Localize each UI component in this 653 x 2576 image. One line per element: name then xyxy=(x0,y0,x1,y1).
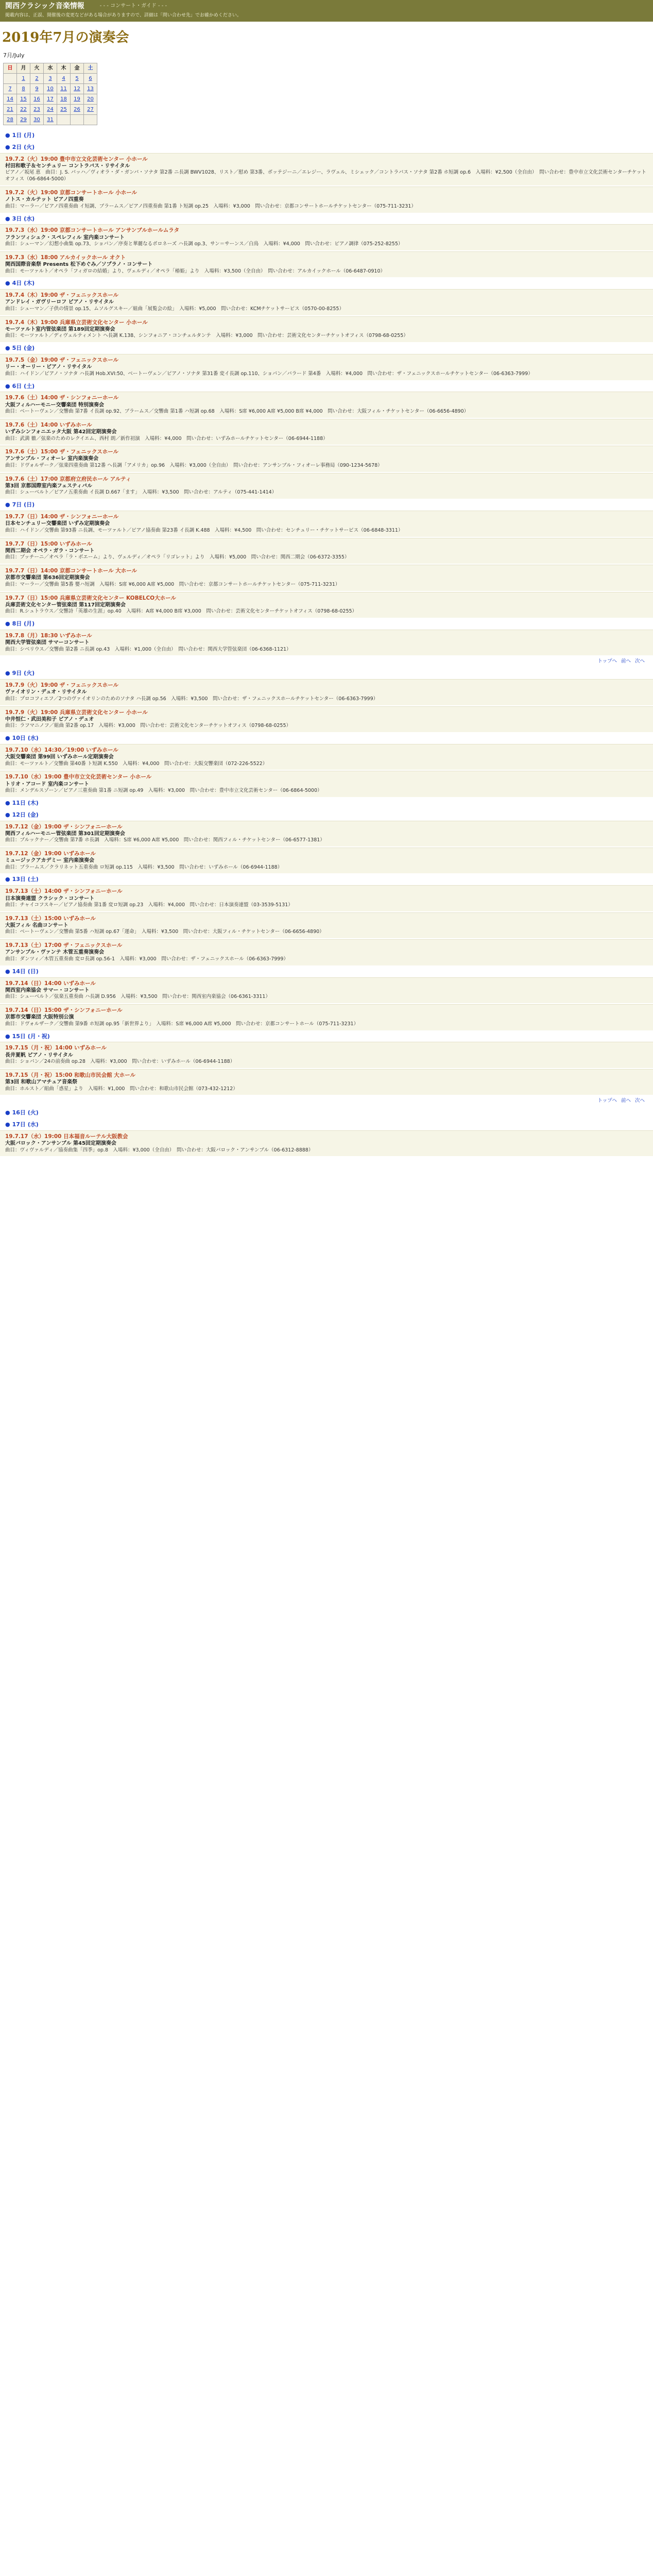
calendar-day-link[interactable]: 20 xyxy=(87,96,94,102)
bullet-icon: ● xyxy=(5,968,10,975)
event-item xyxy=(0,153,653,185)
event-details: 曲目：ヴィヴァルディ／協奏曲集「四季」op.8 入場料：¥3,000（全自由） 問い合わせ：大阪バロック・アンサンブル（06-6312-8888） xyxy=(5,1147,314,1153)
event-title: 関西国際音楽祭 Presents 松下めぐみ／ソプラノ・コンサート xyxy=(5,262,153,268)
event-details: 曲目：ラフマニノフ／組曲 第2番 op.17 入場料：¥3,000 問い合わせ：芸術文化センターチケットオフィス（0798-68-0255） xyxy=(5,723,291,729)
calendar-day[interactable] xyxy=(44,115,57,125)
day-label: 2日 (火) xyxy=(12,143,35,150)
calendar-day[interactable] xyxy=(57,74,71,84)
calendar-day-link[interactable]: 31 xyxy=(47,116,54,123)
calendar-day-link[interactable]: 4 xyxy=(62,75,65,81)
calendar-day-link[interactable]: 26 xyxy=(74,106,80,112)
day-label: 14日 (日) xyxy=(12,968,39,975)
event-details: 曲目：ホルスト／組曲「惑星」より 入場料：¥1,000 問い合わせ：和歌山市民会館（073-432-1212） xyxy=(5,1086,238,1092)
calendar-day-link[interactable]: 13 xyxy=(87,86,94,92)
calendar-weekday: 日 xyxy=(4,63,17,74)
event-title: 大阪バロック・アンサンブル 第45回定期演奏会 xyxy=(5,1141,116,1147)
calendar-day-link[interactable]: 11 xyxy=(60,86,67,92)
day-label: 10日 (水) xyxy=(12,735,39,742)
event-title: 兵庫芸術文化センター管弦楽団 第117回定期演奏会 xyxy=(5,602,126,608)
event-date-venue: 19.7.9（火）19:00 兵庫県立芸術文化センター 小ホール xyxy=(5,709,148,716)
day-heading xyxy=(0,1031,653,1042)
event-title: 関西室内楽協会 サマー・コンサート xyxy=(5,987,90,993)
event-details: 曲目：シューマン／幻想小曲集 op.73、ショパン／序奏と華麗なるポロネーズ ハ長調 op.3、サン＝サーンス／白鳥 入場料：¥4,000 問い合わせ：ピアノ調律（075-252-8255） xyxy=(5,241,403,247)
calendar-day[interactable] xyxy=(57,84,71,94)
day-heading xyxy=(0,142,653,153)
event-date-venue: 19.7.14（日）14:00 いずみホール xyxy=(5,980,96,987)
calendar-day-link[interactable]: 24 xyxy=(47,106,54,112)
site-name[interactable]: 関西クラシック音楽情報 xyxy=(5,2,84,10)
bullet-icon: ● xyxy=(5,620,10,628)
event-title: 村田和歌子＆センチュリー コントラバス・リサイタル xyxy=(5,163,130,169)
event-list xyxy=(0,130,653,1156)
calendar-day xyxy=(4,74,17,84)
event-title: 大阪交響楽団 第99回 いずみホール定期演奏会 xyxy=(5,754,114,760)
calendar-day[interactable] xyxy=(44,94,57,105)
day-heading xyxy=(0,798,653,809)
calendar-day[interactable] xyxy=(71,84,84,94)
calendar-day[interactable] xyxy=(17,94,30,105)
calendar-day-link[interactable]: 22 xyxy=(20,106,27,112)
calendar-day[interactable] xyxy=(84,105,97,115)
event-item xyxy=(0,354,653,380)
event-title: 日本センチュリー交響楽団 いずみ定期演奏会 xyxy=(5,521,110,527)
event-details: 曲目：ハイドン／交響曲 第93番 ニ長調、モーツァルト／ピアノ協奏曲 第23番 イ長調 K.488 入場料：¥4,500 問い合わせ：センチュリー・チケットサービス（06-6848-3311） xyxy=(5,527,403,533)
day-label: 8日 (月) xyxy=(12,620,35,628)
calendar-day[interactable] xyxy=(17,84,30,94)
day-label: 4日 (木) xyxy=(12,280,35,287)
event-date-venue: 19.7.7（日）15:00 兵庫県立芸術文化センター KOBELCO大ホール xyxy=(5,595,176,601)
event-details: ピアノ／坂尾 恵 曲目：J. S. バッハ／ヴィオラ・ダ・ガンバ・ソナタ 第2番 ニ長調 BWV1028、リスト／慰め 第3番、ボッテジーニ／エレジー、ラヴェル、ミシェック／コントラバス・ソナタ 第2番 ホ短調 op.6 入場料：¥2,500（全自由） 問い合わせ：豊中市立文化芸術センターチケットオフィス（06-6864-5000） xyxy=(5,170,646,182)
event-date-venue: 19.7.15（月・祝）14:00 いずみホール xyxy=(5,1045,107,1052)
event-details: 曲目：ダンツィ／木管五重奏曲 変ロ長調 op.56-1 入場料：¥3,000 問い合わせ：ザ・フェニックスホール（06-6363-7999） xyxy=(5,956,288,962)
day-heading xyxy=(0,214,653,225)
day-heading xyxy=(0,874,653,885)
event-details: 曲目：R.シュトラウス／交響詩「英雄の生涯」op.40 入場料：A席 ¥4,000 B席 ¥3,000 問い合わせ：芸術文化センターチケットオフィス（0798-68-0255） xyxy=(5,608,357,615)
event-item xyxy=(0,419,653,445)
event-date-venue: 19.7.10（水）19:00 豊中市立文化芸術センター 小ホール xyxy=(5,774,152,781)
event-date-venue: 19.7.3（水）18:00 アルカイックホール オクト xyxy=(5,254,126,261)
day-heading xyxy=(0,733,653,744)
calendar-day-link[interactable]: 7 xyxy=(8,86,12,92)
event-date-venue: 19.7.17（水）19:00 日本福音ルーテル大阪教会 xyxy=(5,1133,128,1140)
bullet-icon: ● xyxy=(5,1109,10,1116)
event-date-venue: 19.7.4（木）19:00 ザ・フェニックスホール xyxy=(5,292,119,299)
calendar-day-link[interactable]: 23 xyxy=(33,106,40,112)
event-title: ノトス・カルテット ピアノ四重奏 xyxy=(5,197,84,203)
event-item xyxy=(0,289,653,315)
event-item xyxy=(0,977,653,1003)
calendar-day-link[interactable]: 3 xyxy=(48,75,52,81)
day-heading xyxy=(0,343,653,354)
event-item xyxy=(0,446,653,471)
bullet-icon: ● xyxy=(5,735,10,742)
site-tagline: - - - コンサート・ガイド - - - xyxy=(99,3,167,9)
calendar-day[interactable] xyxy=(30,105,44,115)
event-title: 第3回 京都国際室内楽フェスティバル xyxy=(5,483,92,489)
calendar xyxy=(3,63,97,125)
event-item xyxy=(0,885,653,911)
calendar-weekday: 火 xyxy=(30,63,44,74)
calendar-day[interactable] xyxy=(71,74,84,84)
day-heading xyxy=(0,668,653,679)
event-title: フランツィシュク・スペレフィル 室内楽コンサート xyxy=(5,234,125,241)
calendar-day[interactable] xyxy=(84,84,97,94)
bullet-icon: ● xyxy=(5,280,10,287)
day-label: 5日 (金) xyxy=(12,345,35,352)
event-title: アンドレイ・ガヴリーロフ ピアノ・リサイタル xyxy=(5,299,114,306)
event-item xyxy=(0,848,653,873)
event-date-venue: 19.7.6（土）17:00 京都府立府民ホール アルティ xyxy=(5,476,131,482)
event-date-venue: 19.7.3（水）19:00 京都コンサートホール アンサンブルホールムラタ xyxy=(5,227,180,234)
calendar-day-link[interactable]: 29 xyxy=(20,116,27,123)
pager-next-link[interactable]: 次へ xyxy=(634,1098,645,1104)
day-heading xyxy=(0,967,653,977)
event-item xyxy=(0,706,653,732)
calendar-day-link[interactable]: 5 xyxy=(75,75,79,81)
pager-top-link[interactable]: トップへ xyxy=(597,658,617,665)
day-label: 16日 (火) xyxy=(12,1109,39,1116)
calendar-day[interactable] xyxy=(4,105,17,115)
event-details: 曲目：武満 徹／弦楽のためのレクイエム、西村 朗／新作初演 入場料：¥4,000 問い合わせ：いずみホールチケットセンター（06-6944-1188） xyxy=(5,435,328,442)
event-item xyxy=(0,1069,653,1095)
calendar-day-link[interactable]: 28 xyxy=(7,116,13,123)
event-item xyxy=(0,392,653,417)
event-item xyxy=(0,511,653,536)
calendar-day[interactable] xyxy=(44,105,57,115)
event-date-venue: 19.7.6（土）14:00 いずみホール xyxy=(5,421,92,428)
event-details: 曲目：モーツァルト／オペラ「フィガロの結婚」より、ヴェルディ／オペラ「椿姫」より 入場料：¥3,500（全自由） 問い合わせ：アルカイックホール（06-6487-0910） xyxy=(5,268,385,274)
calendar-day[interactable] xyxy=(17,105,30,115)
event-title: アンサンブル・ヴァンテ 木管五重奏演奏会 xyxy=(5,950,105,956)
pager-next-link[interactable]: 次へ xyxy=(634,658,645,665)
event-title: トリオ・アコード 室内楽コンサート xyxy=(5,781,89,787)
event-date-venue: 19.7.14（日）15:00 ザ・シンフォニーホール xyxy=(5,1007,123,1014)
event-title: ヴァイオリン・デュオ・リサイタル xyxy=(5,689,87,696)
event-title: 京都市交響楽団 第636回定期演奏会 xyxy=(5,575,90,581)
calendar-day-link[interactable]: 9 xyxy=(35,86,39,92)
event-item xyxy=(0,630,653,655)
event-title: 日本演奏連盟 クラシック・コンサート xyxy=(5,895,95,902)
day-label: 7日 (日) xyxy=(12,501,35,509)
calendar-week xyxy=(4,105,97,115)
bullet-icon: ● xyxy=(5,670,10,677)
day-label: 3日 (水) xyxy=(12,215,35,222)
event-details: 曲目：シューベルト／弦楽五重奏曲 ハ長調 D.956 入場料：¥3,500 問い合わせ：関西室内楽協会（06-6361-3311） xyxy=(5,994,270,1000)
calendar-weekday: 水 xyxy=(44,63,57,74)
calendar-week xyxy=(4,84,97,94)
event-item xyxy=(0,679,653,705)
event-title: アンサンブル・フィオーレ 室内楽演奏会 xyxy=(5,456,99,462)
day-label: 1日 (月) xyxy=(12,132,35,139)
event-title: 関西大学管弦楽団 サマーコンサート xyxy=(5,640,90,646)
calendar-day-link[interactable]: 14 xyxy=(7,96,13,102)
event-item xyxy=(0,912,653,938)
calendar-weekday: 木 xyxy=(57,63,71,74)
event-date-venue: 19.7.12（金）19:00 いずみホール xyxy=(5,851,96,857)
day-heading xyxy=(0,1108,653,1118)
calendar-day[interactable] xyxy=(30,115,44,125)
bullet-icon: ● xyxy=(5,132,10,139)
event-title: モーツァルト室内管弦楽団 第189回定期演奏会 xyxy=(5,326,115,332)
calendar-day-link[interactable]: 27 xyxy=(87,106,94,112)
event-details: 曲目：メンデルスゾーン／ピアノ三重奏曲 第1番 ニ短調 op.49 入場料：¥3,000 問い合わせ：豊中市立文化芸術センター（06-6864-5000） xyxy=(5,788,322,794)
event-title: 関西フィルハーモニー管弦楽団 第301回定期演奏会 xyxy=(5,831,125,837)
event-details: 曲目：ブルックナー／交響曲 第7番 ホ長調 入場料：S席 ¥6,000 A席 ¥5,000 問い合わせ：関西フィル・チケットセンター（06-6577-1381） xyxy=(5,837,325,843)
bullet-icon: ● xyxy=(5,1121,10,1128)
calendar-day-link[interactable]: 1 xyxy=(22,75,25,81)
event-date-venue: 19.7.13（土）17:00 ザ・フェニックスホール xyxy=(5,942,123,949)
event-details: 曲目：ベートーヴェン／交響曲 第7番 イ長調 op.92、ブラームス／交響曲 第1番 ハ短調 op.68 入場料：S席 ¥6,000 A席 ¥5,000 B席 ¥4,000 問い合わせ：大阪フィル・チケットセンター（06-6656-4890） xyxy=(5,409,469,415)
bullet-icon: ● xyxy=(5,143,10,150)
calendar-weekday: 金 xyxy=(71,63,84,74)
calendar-day[interactable] xyxy=(57,105,71,115)
pager xyxy=(0,656,653,667)
calendar-day-link[interactable]: 12 xyxy=(74,86,80,92)
bullet-icon: ● xyxy=(5,501,10,509)
day-label: 11日 (木) xyxy=(12,799,39,806)
calendar-day-link[interactable]: 18 xyxy=(60,96,67,102)
event-date-venue: 19.7.2（火）19:00 豊中市立文化芸術センター 小ホール xyxy=(5,156,148,162)
event-item xyxy=(0,473,653,499)
site-header xyxy=(0,0,653,12)
page-title: 2019年7月の演奏会 xyxy=(2,30,129,46)
event-date-venue: 19.7.7（日）14:00 ザ・シンフォニーホール xyxy=(5,514,119,520)
calendar-day[interactable] xyxy=(30,94,44,105)
event-date-venue: 19.7.7（日）15:00 いずみホール xyxy=(5,540,92,547)
day-label: 12日 (金) xyxy=(12,811,39,818)
event-item xyxy=(0,1130,653,1156)
event-details: 曲目：ブラームス／クラリネット五重奏曲 ロ短調 op.115 入場料：¥3,500 問い合わせ：いずみホール（06-6944-1188） xyxy=(5,864,283,870)
calendar-day-link[interactable]: 2 xyxy=(35,75,39,81)
calendar-day-link[interactable]: 10 xyxy=(47,86,54,92)
calendar-day-link[interactable]: 25 xyxy=(60,106,67,112)
calendar-day[interactable] xyxy=(84,94,97,105)
pager-prev-link[interactable]: 前へ xyxy=(621,1098,631,1104)
event-item xyxy=(0,939,653,965)
calendar-day[interactable] xyxy=(84,74,97,84)
event-title: リー・オーリー・ピアノ・リサイタル xyxy=(5,364,92,370)
event-date-venue: 19.7.6（土）14:00 ザ・シンフォニーホール xyxy=(5,395,119,401)
event-date-venue: 19.7.12（金）19:00 ザ・シンフォニーホール xyxy=(5,823,123,830)
day-label: 17日 (水) xyxy=(12,1121,39,1128)
day-label: 6日 (土) xyxy=(12,382,35,389)
event-details: 曲目：ドヴォルザーク／交響曲 第9番 ホ短調 op.95「新世界より」 入場料：S席 ¥6,000 A席 ¥5,000 問い合わせ：京都コンサートホール（075-711-3231） xyxy=(5,1021,359,1027)
event-item xyxy=(0,565,653,590)
bullet-icon: ● xyxy=(5,382,10,389)
event-title: 関西二期会 オペラ・ガラ・コンサート xyxy=(5,548,95,554)
event-date-venue: 19.7.6（土）15:00 ザ・フェニックスホール xyxy=(5,449,119,455)
event-title: 第3回 和歌山アマチュア音楽祭 xyxy=(5,1079,78,1086)
event-details: 曲目：プロコフィエフ／2つのヴァイオリンのためのソナタ ハ長調 op.56 入場料：¥3,500 問い合わせ：ザ・フェニックスホールチケットセンター（06-6363-7999） xyxy=(5,696,379,702)
event-details: 曲目：プッチーニ／オペラ「ラ・ボエーム」より、ヴェルディ／オペラ「リゴレット」より 入場料：¥5,000 問い合わせ：関西二期会（06-6372-3355） xyxy=(5,554,350,561)
event-item xyxy=(0,538,653,564)
bullet-icon: ● xyxy=(5,345,10,352)
calendar-day-link[interactable]: 6 xyxy=(89,75,92,81)
event-item xyxy=(0,251,653,277)
event-date-venue: 19.7.5（金）19:00 ザ・フェニックスホール xyxy=(5,357,119,364)
calendar-day-link[interactable]: 19 xyxy=(74,96,80,102)
calendar-day-link[interactable]: 15 xyxy=(20,96,27,102)
event-date-venue: 19.7.13（土）15:00 いずみホール xyxy=(5,915,96,922)
calendar-day[interactable] xyxy=(44,84,57,94)
calendar-day-link[interactable]: 17 xyxy=(47,96,54,102)
event-title: いずみシンフォニエッタ大阪 第42回定期演奏会 xyxy=(5,429,117,435)
event-title: 中井恒仁・武田美和子 ピアノ・デュオ xyxy=(5,716,94,722)
bullet-icon: ● xyxy=(5,1032,10,1040)
calendar-day xyxy=(57,115,71,125)
calendar-day-link[interactable]: 8 xyxy=(22,86,25,92)
event-title: 大阪フィル 名曲コンサート xyxy=(5,922,68,928)
bullet-icon: ● xyxy=(5,811,10,818)
day-heading xyxy=(0,619,653,630)
calendar-day[interactable] xyxy=(17,74,30,84)
calendar-day[interactable] xyxy=(4,115,17,125)
event-date-venue: 19.7.15（月・祝）15:00 和歌山市民会館 大ホール xyxy=(5,1072,136,1078)
event-title: 京都市交響楽団 大阪特別公演 xyxy=(5,1014,74,1021)
bullet-icon: ● xyxy=(5,799,10,806)
bullet-icon: ● xyxy=(5,876,10,883)
event-item xyxy=(0,1042,653,1067)
event-date-venue: 19.7.13（土）14:00 ザ・シンフォニーホール xyxy=(5,888,123,895)
calendar-day[interactable] xyxy=(4,94,17,105)
event-item xyxy=(0,821,653,846)
event-details: 曲目：マーラー／ピアノ四重奏曲 イ短調、ブラームス／ピアノ四重奏曲 第1番 ト短調 op.25 入場料：¥3,000 問い合わせ：京都コンサートホールチケットセンター（075-711-3231） xyxy=(5,203,416,209)
day-label: 13日 (土) xyxy=(12,876,39,883)
calendar-day[interactable] xyxy=(30,84,44,94)
event-details: 曲目：ショパン／24の前奏曲 op.28 入場料：¥3,000 問い合わせ：いずみホール（06-6944-1188） xyxy=(5,1059,235,1065)
day-heading xyxy=(0,1120,653,1130)
day-heading xyxy=(0,130,653,141)
calendar-day[interactable] xyxy=(30,74,44,84)
day-heading xyxy=(0,278,653,289)
day-heading xyxy=(0,810,653,821)
event-item xyxy=(0,187,653,212)
calendar-day xyxy=(84,115,97,125)
event-details: 曲目：マーラー／交響曲 第5番 嬰ハ短調 入場料：S席 ¥6,000 A席 ¥5,000 問い合わせ：京都コンサートホールチケットセンター（075-711-3231） xyxy=(5,581,340,587)
event-date-venue: 19.7.9（火）19:00 ザ・フェニックスホール xyxy=(5,682,119,689)
site-intro: 掲載内容は、正誤、開催後の変更などがある場合がありますので、詳細は「問い合わせ先」でお確かめください。 xyxy=(0,12,653,22)
pager-top-link[interactable]: トップへ xyxy=(597,1098,617,1104)
calendar-weekday: 土 xyxy=(84,63,97,74)
calendar-week xyxy=(4,94,97,105)
event-item xyxy=(0,592,653,618)
event-details: 曲目：シベリウス／交響曲 第2番 ニ長調 op.43 入場料：¥1,000（全自由） 問い合わせ：関西大学管弦楽団（06-6368-1121） xyxy=(5,646,291,652)
calendar-day[interactable] xyxy=(44,74,57,84)
day-heading xyxy=(0,500,653,511)
event-details: 曲目：チャイコフスキー／ピアノ協奏曲 第1番 変ロ短調 op.23 入場料：¥4,000 問い合わせ：日本演奏連盟（03-3539-5131） xyxy=(5,902,293,908)
event-details: 曲目：モーツァルト／ディヴェルティメント ヘ長調 K.138、シンフォニア・コンチェルタンテ 入場料：¥3,000 問い合わせ：芸術文化センターチケットオフィス（0798-68-0255） xyxy=(5,333,408,339)
calendar-day[interactable] xyxy=(17,115,30,125)
calendar-day-link[interactable]: 30 xyxy=(33,116,40,123)
calendar-day xyxy=(71,115,84,125)
pager xyxy=(0,1096,653,1107)
event-details: 曲目：シューベルト／ピアノ五重奏曲 イ長調 D.667「ます」 入場料：¥3,500 問い合わせ：アルティ（075-441-1414） xyxy=(5,489,277,496)
month-label: 7月/July xyxy=(3,52,25,59)
event-item xyxy=(0,316,653,342)
calendar-day-link[interactable]: 21 xyxy=(7,106,13,112)
calendar-weekday: 月 xyxy=(17,63,30,74)
calendar-day[interactable] xyxy=(57,94,71,105)
event-date-venue: 19.7.8（月）18:30 いずみホール xyxy=(5,632,92,639)
event-item xyxy=(0,1004,653,1030)
calendar-day[interactable] xyxy=(71,94,84,105)
event-item xyxy=(0,744,653,770)
event-details: 曲目：ドヴォルザーク／弦楽四重奏曲 第12番 ヘ長調「アメリカ」op.96 入場料：¥3,000（全自由） 問い合わせ：アンサンブル・フィオーレ事務局（090-1234-5678） xyxy=(5,462,383,468)
event-date-venue: 19.7.4（木）19:00 兵庫県立芸術文化センター 小ホール xyxy=(5,319,148,326)
event-date-venue: 19.7.10（水）14:30／19:00 いずみホール xyxy=(5,747,118,753)
event-title: 長井夏帆 ピアノ・リサイタル xyxy=(5,1052,73,1058)
calendar-day[interactable] xyxy=(71,105,84,115)
bullet-icon: ● xyxy=(5,215,10,222)
event-date-venue: 19.7.2（火）19:00 京都コンサートホール 小ホール xyxy=(5,190,138,196)
event-title: ミュージックアカデミー 室内楽演奏会 xyxy=(5,858,94,864)
event-details: 曲目：ベートーヴェン／交響曲 第5番 ハ短調 op.67「運命」 入場料：¥3,500 問い合わせ：大阪フィル・チケットセンター（06-6656-4890） xyxy=(5,929,324,935)
calendar-week xyxy=(4,115,97,125)
day-heading xyxy=(0,381,653,392)
pager-prev-link[interactable]: 前へ xyxy=(621,658,631,665)
event-item xyxy=(0,224,653,250)
event-details: 曲目：モーツァルト／交響曲 第40番 ト短調 K.550 入場料：¥4,000 問い合わせ：大阪交響楽団（072-226-5522） xyxy=(5,760,268,767)
event-title: 大阪フィルハーモニー交響楽団 特別演奏会 xyxy=(5,402,104,408)
calendar-week xyxy=(4,74,97,84)
calendar-day[interactable] xyxy=(4,84,17,94)
event-details: 曲目：ハイドン／ピアノ・ソナタ ハ長調 Hob.XVI:50、ベートーヴェン／ピアノ・ソナタ 第31番 変イ長調 op.110、ショパン／バラード 第4番 入場料：¥4,000 問い合わせ：ザ・フェニックスホールチケットセンター（06-6363-7999） xyxy=(5,370,533,377)
day-label: 9日 (火) xyxy=(12,670,35,677)
event-date-venue: 19.7.7（日）14:00 京都コンサートホール 大ホール xyxy=(5,568,138,574)
calendar-day-link[interactable]: 16 xyxy=(33,96,40,102)
event-item xyxy=(0,771,653,796)
event-details: 曲目：シューマン／子供の情景 op.15、ムソルグスキー／組曲「展覧会の絵」 入場料：¥5,000 問い合わせ：KCMチケットサービス（0570-00-8255） xyxy=(5,306,344,312)
day-label: 15日 (月・祝) xyxy=(12,1032,50,1040)
